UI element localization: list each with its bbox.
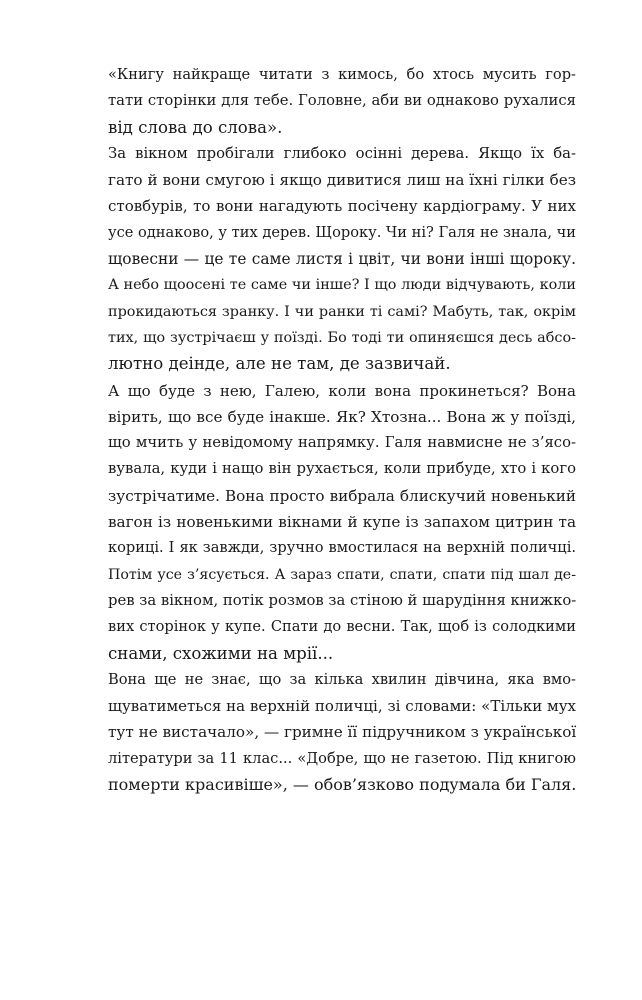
text-line: рев за вікном, потік розмов за стіною й шарудіння книжко- [108, 591, 577, 609]
paragraph-2 [76, 141, 576, 378]
text-line: гато й вони смугою і якщо дивитися лиш на їхні гілки без [108, 171, 576, 190]
text-line: вих сторінок у купе. Спати до весни. Так, щоб із солодкими [108, 618, 576, 636]
book-page [76, 62, 576, 798]
text-line: прокидаються зранку. І чи ранки ті самі? Мабуть, так, окрім [108, 303, 576, 320]
paragraph-3 [76, 378, 576, 667]
text-line: вагон із новенькими вікнами й купе із запахом цитрин та [108, 513, 576, 532]
text-line: снами, схожими на мрії... [108, 643, 334, 663]
text-line: А небо щоосені те саме чи інше? І що люди відчувають, коли [108, 277, 576, 294]
text-line: тати сторінки для тебе. Головне, аби ви однаково рухалися [108, 92, 576, 110]
text-line: кориці. І як завжди, зручно вмостилася на верхній поличці. [108, 539, 576, 557]
text-line: щуватиметься на верхній поличці, зі словами: «Тільки мух [108, 697, 576, 716]
text-line: усе однаково, у тих дерев. Щороку. Чи ні? Галя не знала, чи [108, 223, 576, 241]
text-line: стовбурів, то вони нагадують посічену кардіограму. У них [108, 197, 576, 216]
text-line: тих, що зустрічаєш у поїзді. Бо тоді ти опиняєшся десь абсо- [108, 329, 576, 346]
text-line: літератури за 11 клас... «Добре, що не газетою. Під книгою [108, 749, 576, 767]
text-line: Вона ще не знає, що за кілька хвилин дівчина, яка вмо- [108, 670, 576, 688]
text-line: Потім усе з’ясується. А зараз спати, спати, спати під шал де- [108, 566, 576, 583]
text-line: тут не вистачало», — гримне її підручником з української [108, 723, 577, 742]
text-line: померти красивіше», — обов’язково подумала би Галя. [108, 775, 577, 795]
text-line: лютно деінде, але не там, де зазвичай. [108, 354, 451, 374]
text-line: За вікном пробігали глибоко осінні дерева. Якщо їх ба- [108, 144, 576, 162]
text-line: що мчить у невідомому напрямку. Галя навмисне не з’ясо- [108, 434, 576, 452]
text-line: від слова до слова». [108, 117, 283, 137]
text-line: щовесни — це те саме листя і цвіт, чи вони інші щороку. [108, 250, 576, 269]
text-line: «Книгу найкраще читати з кимось, бо хтось мусить гор- [108, 66, 576, 83]
text-line: зустрічатиме. Вона просто вибрала блискучий новенький [108, 486, 576, 505]
paragraph-1 [76, 62, 576, 141]
text-line: вувала, куди і нащо він рухається, коли прибуде, хто і кого [108, 460, 576, 478]
paragraph-4 [76, 667, 576, 798]
text-line: вірить, що все буде інакше. Як? Хтозна... Вона ж у поїзді, [108, 407, 576, 426]
text-line: А що буде з нею, Галею, коли вона прокинеться? Вона [108, 381, 576, 400]
